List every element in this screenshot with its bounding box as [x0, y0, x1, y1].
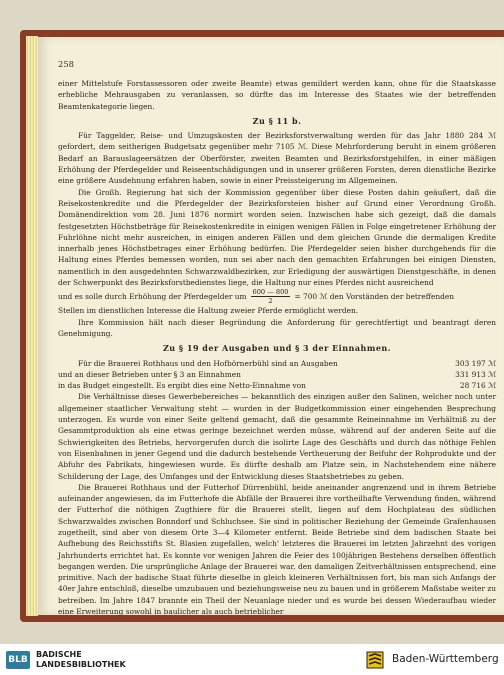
- budget-line: [58, 380, 496, 391]
- book-page: [38, 37, 504, 615]
- page-edges: [26, 36, 38, 616]
- budget-line-label: Für die Brauerei Rothhaus und den Hofbörnerbühl sind an Ausgaben: [78, 358, 338, 368]
- blb-line-1: BADISCHE: [36, 650, 82, 659]
- paragraph: einer Mittelstufe Forstassessoren oder zweite Beamte) etwas gemildert werden kann, ohne für die Staatskasse erhebliche Mehrausgaben zu veranlassen, so dürfte das im Interesse des Staates wie der betreffenden Beamtenkategorie liegen.: [58, 79, 496, 111]
- baden-wuerttemberg-label[interactable]: Baden-Württemberg: [392, 653, 499, 665]
- footer-bar: [0, 644, 504, 675]
- page-number: 258: [58, 59, 74, 69]
- fraction-denominator: 2: [268, 297, 273, 306]
- fraction-text-after: = 700 ℳ den Vorständen der betreffenden: [294, 292, 454, 302]
- baden-wuerttemberg-emblem-icon: [366, 651, 384, 669]
- fraction: [251, 288, 291, 305]
- blb-line-2: LANDESBIBLIOTHEK: [36, 660, 126, 669]
- blb-library-name: [36, 650, 126, 670]
- section-heading: Zu § 19 der Ausgaben und § 3 der Einnahmen.: [162, 343, 392, 354]
- budget-line-label: in das Budget eingestellt. Es ergibt dies eine Netto-Einnahme von: [58, 381, 306, 391]
- fraction-line: [58, 288, 496, 305]
- budget-line-amount: 28 716 ℳ: [459, 381, 496, 391]
- fraction-numerator: 600 — 800: [252, 288, 289, 297]
- paragraph: Die Brauerei Rothhaus und der Futterhof Dürrenbühl, beide aneinander angrenzend und in ihrem Betriebe aufeinander angewiesen, da im Futterhofe die Abfälle der Brauerei ihre vortheilhafte Verwendung finden, während der Futterhof die nöthigen Zugthiere für die Brauerei stellt, liegen auf dem Hochplateau des südlichen Schwarzwaldes zwischen Bonndorf und Schluchsee. Sie sind in politischer Beziehung der Gemeinde Grafenhausen zugetheilt, sind aber von diesem Orte 3—4 Kilometer entfernt. Beide Betriebe sind dem badischen Staate bei Aufhebung des Reichsstifts St. Blasien zugefallen, welch' letzteres die Brauerei im letzten Jahrzehnt des vorigen Jahrhunderts errichtet hat. Es konnte vor wenigen Jahren die Feier des 100jährigen Bestehens derselben öffentlich begangen werden. Die ursprüngliche Anlage der Brauerei war, den damaligen Zeitverhältnissen entsprechend, eine primitive. Nach der badische Staat führte dieselbe in gleich kleineren Verhältnissen fort, bis man sich Anfangs der 40er Jahre entschloß, dieselbe umzubauen und beziehungsweise neu zu bauen und in größerem Maßstabe weiter zu betreiben. Im Jahre 1847 brannte ein Theil der Neuanlage nieder und es wurde bei dessen Wiederaufbau wieder eine Erweiterung sowohl in baulicher als auch betrieblicher: [58, 482, 496, 617]
- page-body: [58, 78, 496, 617]
- paragraph: Ihre Kommission hält nach dieser Begründung die Anforderung für gerechtfertigt und beantragt deren Genehmigung.: [58, 317, 496, 338]
- paragraph: Die Verhältnisse dieses Gewerbebereiches — bekanntlich des einzigen außer den Salinen, welcher noch unter allgemeiner staatlicher Verwaltung steht — wurden in der Budgetkommission einer eingehenden Besprechung unterzogen. Es wurde von einer Seite geltend gemacht, daß die gesammte Reineinnahme im Verhältniß zu der Gesammtproduktion als eine etwas geringe bezeichnet werden müsse, während auf der anderen Seite auf die Schwierigkeiten des Betriebs, hervorgerufen durch die isolirte Lage des Geschäfts und durch das nöthige Fehlen von Eisenbahnen in jener Gegend und die dadurch bestehende Vertheuerung der Beifuhr der Rohprodukte und der Abfuhr des Fabrikats, hingewiesen wurde. Es dürfte deshalb am Platze sein, in Nachstehendem eine nähere Schilderung der Lage, des Umfanges und der Entwicklung dieses Staatsbetriebes zu geben.: [58, 392, 496, 481]
- budget-line-amount: 303 197 ℳ: [455, 358, 496, 368]
- budget-line-amount: 331 913 ℳ: [455, 369, 496, 379]
- budget-line-label: und an dieser Betrieben unter § 3 an Einnahmen: [58, 369, 241, 379]
- section-heading: Zu § 11 b.: [252, 115, 302, 126]
- paragraph: Für Taggelder, Reise- und Umzugskosten der Bezirksforstverwaltung werden für das Jahr 1880 284 ℳ gefordert, dem seitherigen Budgetsatz gegenüber mehr 7105 ℳ. Diese Mehrforderung beruht in einem größeren Bedarf an Barauslageersätzen der Oberförster, zweiten Beamten und Bezirksforstgehilfen, in einer mäßigen Erhöhung der Pferdegelder und Reiseentschädigungen und in unserer größeren Forsten, deren dienstliche Bezirke eine größere Ausdehnung erfahren haben, sowie in einer Preissteigerung im Allgemeinen.: [58, 131, 496, 186]
- blb-logo[interactable]: BLB: [6, 651, 30, 669]
- paragraph: Die Großh. Regierung hat sich der Kommission gegenüber über diese Posten dahin geäußert, daß die Reisekostenkredite und die Pferdegelder der Bezirksforsteien bisher auf Grund einer Verordnung Großh. Domänendirektion vom 28. Juni 1876 normirt worden seien. Inzwischen habe sich gezeigt, daß die damals festgesetzten Höchstbeträge für Reisekostenkredite in einigen wenigen Fällen in Folge eingetretener Erhöhung der Fuhrlöhne nicht mehr ausreichen, in einigen anderen Fällen und dem gleichen Grunde die dermaligen Kredite innerhalb jenes Höchstbetrages einer Erhöhung bedürfen. Die Pferdegelder seien bisher durchgehends für die Haltung eines Pferdes bemessen worden, nun sei aber nach den gemachten Erfahrungen bei einigen Diensten, namentlich in den ausgedehnten Schwarzwaldbezirken, zur Erledigung der auswärtigen Dienstgeschäfte, in denen der Schwerpunkt des Bezirksforstbedienstes liege, die Haltung nur eines Pferdes nicht ausreichend: [58, 187, 496, 288]
- budget-line: [58, 369, 496, 380]
- budget-line: [58, 358, 496, 369]
- paragraph: Stellen im dienstlichen Interesse die Haltung zweier Pferde ermöglicht werden.: [58, 306, 359, 316]
- fraction-text-before: und es solle durch Erhöhung der Pferdegelder um: [58, 292, 247, 302]
